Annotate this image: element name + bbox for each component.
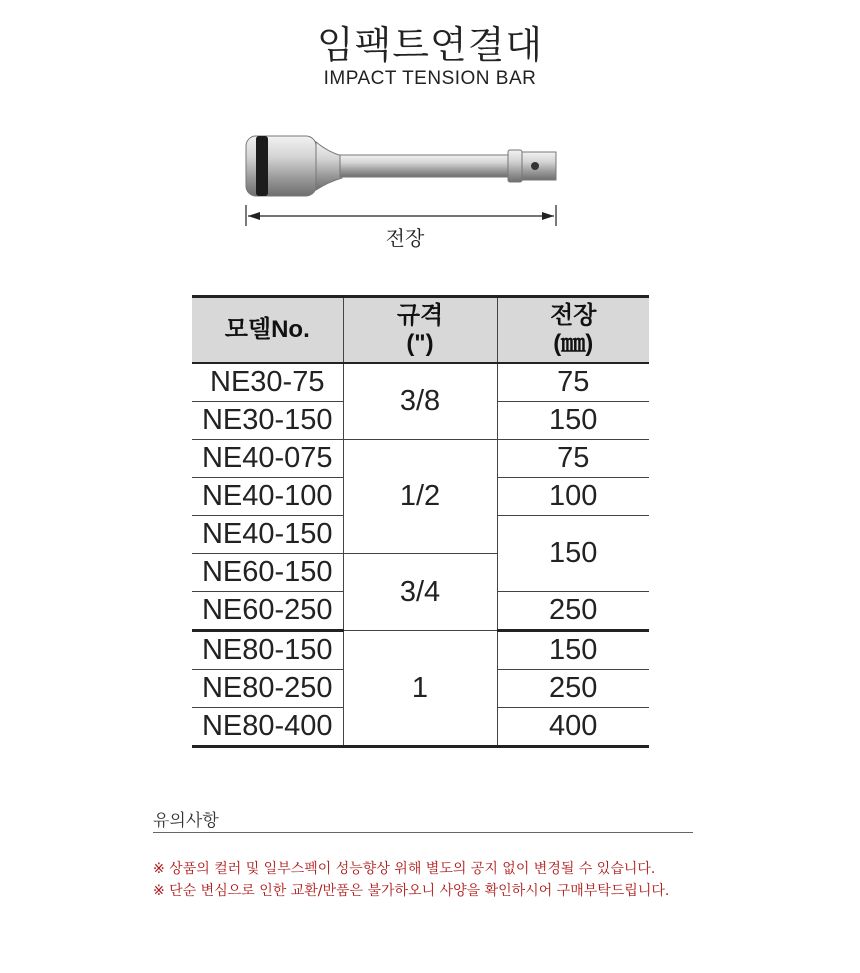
detent-ball	[531, 162, 539, 170]
size-cell: 3/8	[343, 363, 497, 440]
o-ring	[256, 136, 268, 196]
model-cell: NE40-075	[192, 440, 343, 478]
shaft	[340, 155, 510, 177]
size-cell: 3/4	[343, 554, 497, 631]
length-cell: 150	[497, 631, 649, 670]
model-cell: NE40-150	[192, 516, 343, 554]
notice-list	[153, 858, 669, 902]
model-cell: NE80-250	[192, 670, 343, 708]
header-length: 전장 (㎜)	[497, 297, 649, 364]
length-cell: 150	[497, 516, 649, 592]
model-cell: NE60-250	[192, 592, 343, 631]
page-subtitle: IMPACT TENSION BAR	[323, 68, 537, 89]
notice-heading: 유의사항	[153, 811, 219, 831]
header-model: 모델No.	[192, 297, 343, 364]
table-row	[192, 631, 649, 670]
model-cell: NE60-150	[192, 554, 343, 592]
table-row	[192, 363, 649, 402]
length-cell: 150	[497, 402, 649, 440]
length-cell: 100	[497, 478, 649, 516]
size-cell: 1	[343, 631, 497, 747]
table-row	[192, 440, 649, 478]
model-cell: NE80-400	[192, 708, 343, 747]
table-header-row	[192, 297, 649, 364]
tension-bar-illustration	[230, 122, 570, 232]
taper	[316, 142, 342, 190]
model-cell: NE80-150	[192, 631, 343, 670]
length-cell: 250	[497, 670, 649, 708]
length-cell: 250	[497, 592, 649, 631]
collar	[508, 150, 522, 182]
notice-line: ※ 단순 변심으로 인한 교환/반품은 불가하오니 사양을 확인하시어 구매부탁드립니다.	[153, 883, 670, 899]
size-cell: 1/2	[343, 440, 497, 554]
page-title: 임팩트연결대	[316, 23, 544, 67]
length-cell: 75	[497, 440, 649, 478]
header-size: 규격 (")	[343, 297, 497, 364]
length-cell: 75	[497, 363, 649, 402]
length-cell: 400	[497, 708, 649, 747]
model-cell: NE30-75	[192, 363, 343, 402]
spec-table	[192, 295, 649, 748]
model-cell: NE40-100	[192, 478, 343, 516]
model-cell: NE30-150	[192, 402, 343, 440]
dimension-label: 전장	[385, 226, 425, 250]
notice-line: ※ 상품의 컬러 및 일부스펙이 성능향상 위해 별도의 공지 없이 변경될 수 있습니다.	[153, 861, 656, 877]
notice-divider	[153, 832, 693, 833]
